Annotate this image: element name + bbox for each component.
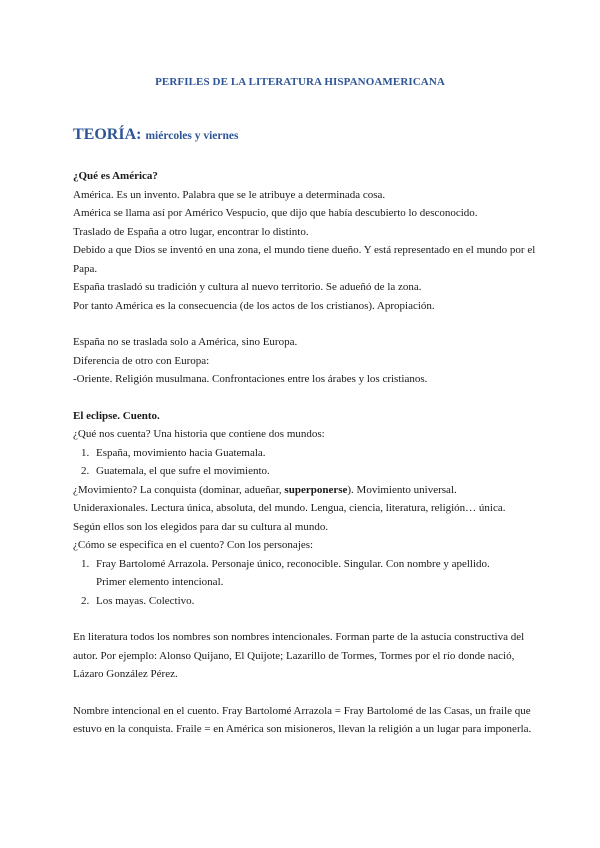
list-item: 1. España, movimiento hacia Guatemala. — [92, 444, 543, 463]
paragraph-nombres: En literatura todos los nombres son nombres intencionales. Forman parte de la astucia constructiva del autor. Por ejemplo: Alonso Quijano, El Quijote; Lazarillo de Tormes, Tormes por el río donde nació, Lázaro González Pérez. — [73, 631, 525, 680]
section-heading-eclipse: El eclipse. Cuento. — [73, 409, 160, 422]
text-run: ¿Movimiento? La conquista (dominar, adueñar, — [73, 483, 285, 496]
paragraph-line: América. Es un invento. Palabra que se le atribuye a determinada cosa. — [73, 188, 386, 201]
list-item: 2. Los mayas. Colectivo. — [92, 592, 543, 611]
document-title: PERFILES DE LA LITERATURA HISPANOAMERICANA — [155, 76, 445, 88]
paragraph-line: Diferencia de otro con Europa: — [73, 354, 210, 367]
section-heading-america: ¿Qué es América? — [73, 170, 158, 182]
paragraph-line: América se llama así por Américo Vespucio, que dijo que había descubierto lo desconocido. — [73, 207, 478, 219]
numbered-list-personajes — [73, 555, 543, 611]
paragraph-line: ¿Qué nos cuenta? Una historia que contiene dos mundos: — [73, 428, 325, 440]
theory-label: TEORÍA: — [73, 126, 142, 143]
paragraph-line: ¿Cómo se especifica en el cuento? Con los personajes: — [73, 539, 314, 551]
numbered-list-mundos — [73, 444, 543, 481]
paragraph-line: Según ellos son los elegidos para dar su cultura al mundo. — [73, 520, 329, 533]
paragraph-line: Por tanto América es la consecuencia (de los actos de los cristianos). Apropiación. — [73, 299, 435, 312]
paragraph-line: España no se traslada solo a América, sino Europa. — [73, 336, 298, 348]
list-item-text: Fray Bartolomé Arrazola. Personaje único, reconocible. Singular. Con nombre y apellido. — [96, 557, 490, 570]
paragraph-line: Traslado de España a otro lugar, encontrar lo distinto. — [73, 225, 309, 238]
paragraph-line: -Oriente. Religión musulmana. Confrontaciones entre los árabes y los cristianos. — [73, 373, 428, 385]
paragraph-line: Unideraxionales. Lectura única, absoluta, del mundo. Lengua, ciencia, literatura, religión… única. — [73, 502, 506, 514]
paragraph-line: España trasladó su tradición y cultura al nuevo territorio. Se adueñó de la zona. — [73, 281, 422, 293]
list-item — [92, 555, 543, 592]
theory-days: miércoles y viernes — [145, 130, 239, 142]
theory-heading — [73, 126, 239, 144]
text-run: ). Movimiento universal. — [347, 483, 457, 496]
list-item-continuation: Primer elemento intencional. — [96, 576, 224, 588]
list-item: 2. Guatemala, el que sufre el movimiento. — [92, 462, 543, 481]
document-body — [73, 167, 543, 739]
paragraph-intencional: Nombre intencional en el cuento. Fray Bartolomé Arrazola = Fray Bartolomé de las Casas, un fraile que estuvo en la conquista. Fraile = en América son misioneros, llevan la religión a un lugar para imponerla. — [73, 704, 532, 735]
paragraph-movimiento — [73, 481, 543, 500]
paragraph-line: Debido a que Dios se inventó en una zona, el mundo tiene dueño. Y está representado en el mundo por el Papa. — [73, 244, 536, 275]
bold-term: superponerse — [284, 483, 348, 496]
